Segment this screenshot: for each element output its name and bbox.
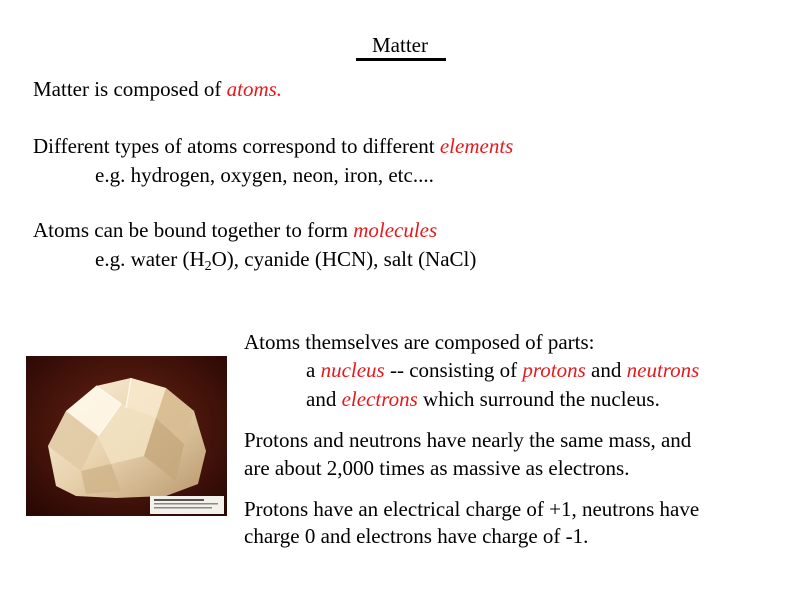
title-underline <box>356 58 446 61</box>
charge-line-1: Protons have an electrical charge of +1, neutrons have <box>244 497 700 521</box>
term-protons: protons <box>522 358 586 382</box>
charge-line-2: charge 0 and electrons have charge of -1. <box>244 524 589 548</box>
parts-surround: which surround the nucleus. <box>417 387 660 411</box>
term-elements: elements <box>439 134 514 158</box>
parts-line-nucleus <box>306 357 699 383</box>
term-molecules: molecules <box>353 218 438 242</box>
molecules-example-part1: e.g. water (H <box>95 247 205 271</box>
line-molecules <box>33 217 437 243</box>
term-electrons: electrons <box>341 387 418 411</box>
salt-crystal-photo <box>26 356 227 516</box>
elements-example: e.g. hydrogen, oxygen, neon, iron, etc.... <box>95 163 434 187</box>
subscript-2: 2 <box>204 259 212 274</box>
molecules-example <box>95 246 476 272</box>
line-elements-text: Different types of atoms correspond to different <box>33 134 440 158</box>
line-molecules-text: Atoms can be bound together to form <box>33 218 354 242</box>
parts-a: a <box>306 358 321 382</box>
parts-consisting: -- consisting of <box>384 358 523 382</box>
parts-intro: Atoms themselves are composed of parts: <box>244 330 595 354</box>
line-matter-atoms-text: Matter is composed of <box>33 77 227 101</box>
mass-line-1: Protons and neutrons have nearly the same mass, and <box>244 428 692 452</box>
molecules-example-part2: O), cyanide (HCN), salt (NaCl) <box>211 247 477 271</box>
parts-and: and <box>585 358 627 382</box>
parts-line-electrons <box>306 386 660 412</box>
term-neutrons: neutrons <box>626 358 700 382</box>
line-matter-atoms <box>33 76 282 102</box>
mass-line-2: are about 2,000 times as massive as electrons. <box>244 456 630 480</box>
parts-and-2: and <box>306 387 342 411</box>
line-elements <box>33 133 513 159</box>
term-nucleus: nucleus <box>320 358 385 382</box>
term-atoms: atoms. <box>226 77 283 101</box>
slide-title: Matter <box>372 33 428 57</box>
